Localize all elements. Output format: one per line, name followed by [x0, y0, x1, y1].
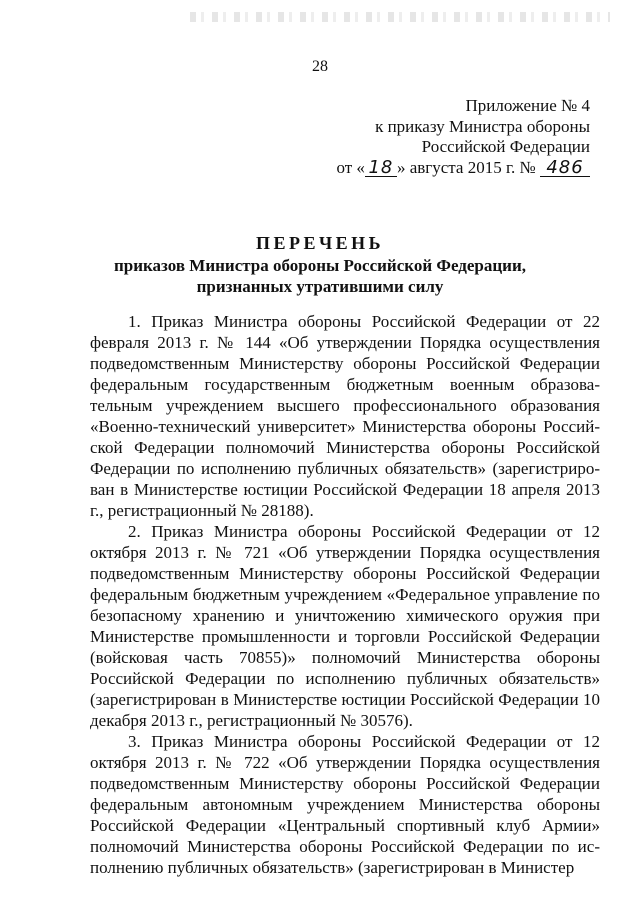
document-title: ПЕРЕЧЕНЬ	[255, 233, 385, 253]
list-item: 1. Приказ Министра обороны Российской Федерации от 22 февраля 2013 г. № 144 «Об утверждении Порядка осуществления подведомственным Министерству обороны Российской Федерации федеральным государственным бюджетным военным образовательным учреждением высшего профессионального образования «Военно-технический университет» Министерства обороны Российской Федерации полномочий Министерства обороны Российской Федерации по исполнению публичных обязательств» (зарегистрирован в Министерстве юстиции Российской Федерации 18 апреля 2013 г., регистрационный № 28188).	[90, 312, 600, 520]
appendix-date-line	[300, 158, 590, 179]
orders-list	[90, 311, 600, 878]
handwritten-day: 18	[365, 160, 397, 177]
document-subtitle	[90, 255, 550, 297]
subtitle-line-2: признанных утратившими силу	[196, 277, 444, 296]
list-item: 3. Приказ Министра обороны Российской Федерации от 12 октября 2013 г. № 722 «Об утверждении Порядка осуществления подведомственным Министерству обороны Российской Федерации федеральным автономным учреждением Министерства обороны Российской Федерации «Центральный спортивный клуб Армии» полномочий Министерства обороны Российской Федерации по исполнению публичных обязательств» (зарегистрирован в Министер	[90, 732, 600, 877]
appendix-line-1: Приложение № 4	[465, 96, 590, 115]
scan-artifact	[190, 12, 610, 22]
subtitle-line-1: приказов Министра обороны Российской Федерации,	[113, 256, 527, 275]
appendix-line-3: Российской Федерации	[421, 137, 590, 156]
appendix-header	[300, 96, 590, 178]
appendix-line-2: к приказу Министра обороны	[375, 116, 590, 136]
handwritten-order-number: 486	[540, 160, 590, 177]
page-number: 28	[312, 58, 328, 75]
date-middle: » августа 2015 г. №	[396, 157, 540, 177]
date-prefix: от «	[336, 157, 365, 177]
list-item: 2. Приказ Министра обороны Российской Федерации от 12 октября 2013 г. № 721 «Об утверждении Порядка осуществления подведомственным Министерству обороны Российской Федерации федеральным бюджетным учреждением «Федеральное управление по безопасному хранению и уничтожению химического оружия при Министерстве промышленности и торговли Российской Федерации (войсковая часть 70855)» полномочий Министерства обороны Российской Федерации по исполнению публичных обязательств» (зарегистрирован в Министерстве юстиции Российской Федерации 10 декабря 2013 г., регистрационный № 30576).	[90, 522, 600, 730]
